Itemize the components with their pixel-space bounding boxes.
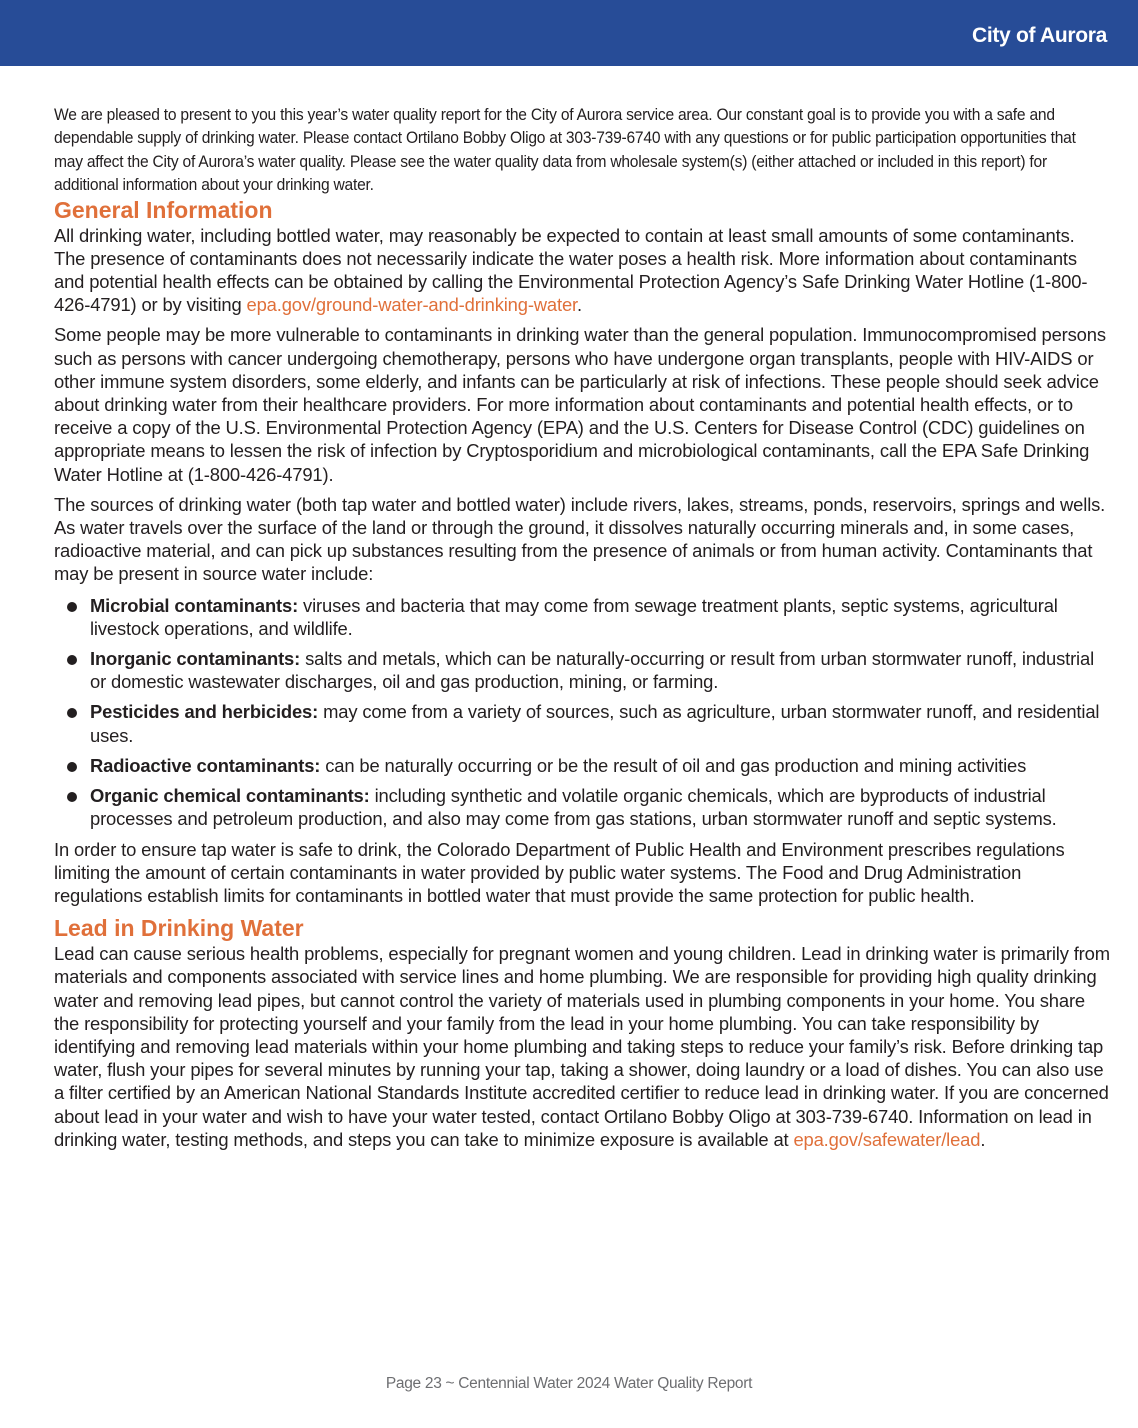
list-item-radioactive (54, 754, 1110, 777)
list-item-term: Organic chemical contaminants: (90, 785, 370, 807)
report-content (54, 103, 1110, 1159)
epa-lead-link[interactable]: epa.gov/safewater/lead (793, 1128, 981, 1150)
paragraph-text: Lead can cause serious health problems, especially for pregnant women and young children. Lead in drinking water is primarily from materials and components associated with service lines and home plumbing. We are responsible for providing high quality drinking water and removing lead pipes, but cannot control the variety of materials used in plumbing components in your home. You share the responsibility for protecting yourself and your family from the lead in your home plumbing. You can take responsibility by identifying and removing lead materials within your home plumbing and taking steps to reduce your family’s risk. Before drinking tap water, flush your pipes for several minutes by running your tap, taking a shower, doing laundry or a load of dishes. You can also use a filter certified by an American National Standards Institute accredited certifier to reduce lead in drinking water. If you are concerned about lead in your water and wish to have your water tested, contact Ortilano Bobby Oligo at 303-739-6740. Information on lead in drinking water, testing methods, and steps you can take to minimize exposure is available at (54, 943, 1110, 1150)
bullet-icon (67, 602, 77, 612)
paragraph-end: . (577, 294, 582, 316)
bullet-icon (67, 708, 77, 718)
paragraph-text: All drinking water, including bottled water, may reasonably be expected to contain at least small amounts of some contaminants. The presence of contaminants does not necessarily indicate the water poses a health risk. More information about contaminants and potential health effects can be obtained by calling the Environmental Protection Agency’s Safe Drinking Water Hotline (1-800-426-4791) or by visiting (54, 224, 1088, 316)
list-item-term: Radioactive contaminants: (90, 754, 321, 776)
general-info-paragraph-3: The sources of drinking water (both tap water and bottled water) include rivers, lakes, streams, ponds, reservoirs, springs and wells. As water travels over the surface of the land or through the ground, it dissolves naturally occurring minerals and, in some cases, radioactive material, and can pick up substances resulting from the presence of animals or from human activity. Contaminants that may be present in source water include: (54, 493, 1106, 585)
epa-drinking-water-link[interactable]: epa.gov/ground-water-and-drinking-water (246, 294, 578, 316)
bullet-icon (67, 655, 77, 665)
list-item-inorganic (54, 647, 1110, 693)
list-item-microbial (54, 594, 1110, 640)
general-info-paragraph-1 (54, 224, 1110, 317)
general-information-heading: General Information (54, 196, 273, 223)
list-item-text: viruses and bacteria that may come from sewage treatment plants, septic systems, agricultural livestock operations, and wildlife. (90, 594, 1058, 639)
list-item-text: salts and metals, which can be naturally-occurring or result from urban stormwater runoff, industrial or domestic wastewater discharges, oil and gas production, mining, or farming. (90, 648, 1095, 693)
list-item-organic (54, 784, 1110, 830)
page-footer: Page 23 ~ Centennial Water 2024 Water Quality Report (385, 1375, 753, 1392)
list-item-term: Inorganic contaminants: (90, 648, 301, 670)
header-title: City of Aurora (971, 24, 1107, 47)
list-item-text: can be naturally occurring or be the result of oil and gas production and mining activities (320, 754, 1027, 776)
bullet-icon (67, 792, 77, 802)
bullet-icon (67, 762, 77, 772)
list-item-term: Pesticides and herbicides: (90, 701, 319, 723)
general-info-paragraph-2: Some people may be more vulnerable to contaminants in drinking water than the general population. Immunocompromised persons such as persons with cancer undergoing chemotherapy, persons who have undergone organ transplants, people with HIV-AIDS or other immune system disorders, some elderly, and infants can be particularly at risk of infections. These people should seek advice about drinking water from their healthcare providers. For more information about contaminants and potential health effects, or to receive a copy of the U.S. Environmental Protection Agency (EPA) and the U.S. Centers for Disease Control (CDC) guidelines on appropriate means to lessen the risk of infection by Cryptosporidium and microbiological contaminants, call the EPA Safe Drinking Water Hotline at (1-800-426-4791). (54, 324, 1106, 485)
lead-heading: Lead in Drinking Water (54, 915, 304, 942)
contaminant-list (54, 594, 1110, 831)
list-item-text: may come from a variety of sources, such as agriculture, urban stormwater runoff, and residential uses. (90, 701, 1100, 746)
list-item-pesticides (54, 700, 1110, 746)
header-banner (0, 0, 1138, 66)
general-info-paragraph-4: In order to ensure tap water is safe to drink, the Colorado Department of Public Health and Environment prescribes regulations limiting the amount of certain contaminants in water provided by public water systems. The Food and Drug Administration regulations establish limits for contaminants in bottled water that must provide the same protection for public health. (54, 838, 1065, 906)
list-item-text: including synthetic and volatile organic chemicals, which are byproducts of industrial processes and petroleum production, and also may come from gas stations, urban stormwater runoff and septic systems. (90, 785, 1057, 830)
lead-paragraph (54, 942, 1110, 1151)
list-item-term: Microbial contaminants: (90, 594, 299, 616)
paragraph-end: . (980, 1128, 986, 1150)
intro-paragraph: We are pleased to present to you this year’s water quality report for the City of Aurora service area. Our constant goal is to provide you with a safe and dependable supply of drinking water. Please contact Ortilano Bobby Oligo at 303-739-6740 with any questions or for public participation opportunities that may affect the City of Aurora’s water quality. Please see the water quality data from wholesale system(s) (either attached or included in this report) for additional information about your drinking water. (54, 105, 1076, 195)
